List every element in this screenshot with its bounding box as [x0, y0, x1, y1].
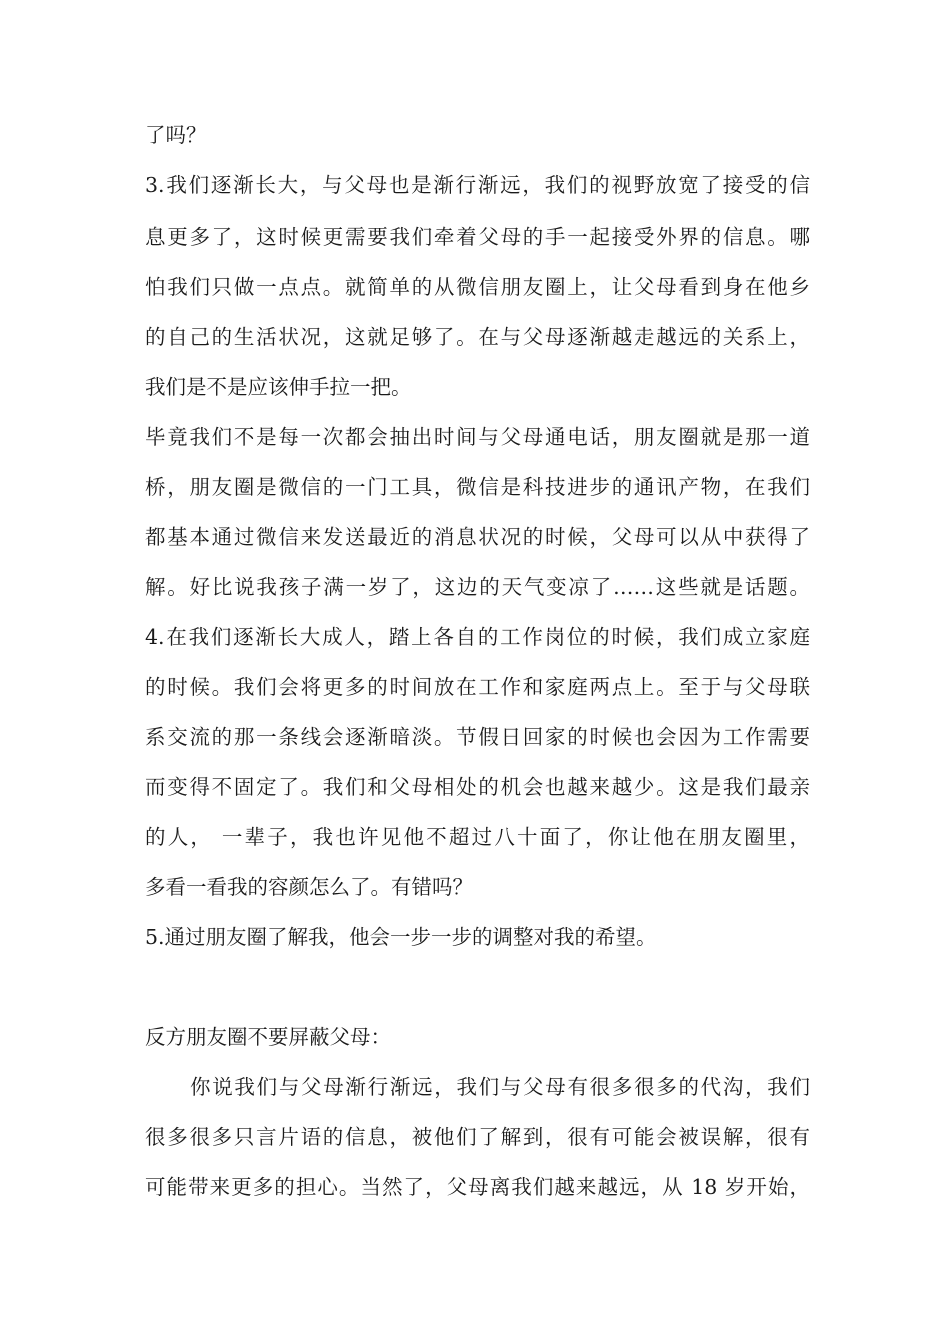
- text-line: 的自己的生活状况，这就足够了。在与父母逐渐越走越远的关系上，: [145, 325, 810, 349]
- text-line: 多看一看我的容颜怎么了。有错吗？: [145, 875, 473, 899]
- text-line: 系交流的那一条线会逐渐暗淡。节假日回家的时候也会因为工作需要: [145, 725, 810, 749]
- text-line: 的人， 一辈子，我也许见他不超过八十面了，你让他在朋友圈里，: [145, 825, 810, 849]
- text-line: 3.我们逐渐长大，与父母也是渐行渐远，我们的视野放宽了接受的信: [145, 173, 810, 197]
- text-line: 可能带来更多的担心。当然了，父母离我们越来越远，从 18 岁开始，: [145, 1175, 810, 1199]
- text-line: 息更多了，这时候更需要我们牵着父母的手一起接受外界的信息。哪: [145, 225, 810, 249]
- text-line: 怕我们只做一点点。就简单的从微信朋友圈上，让父母看到身在他乡: [145, 275, 810, 299]
- text-line: 4.在我们逐渐长大成人，踏上各自的工作岗位的时候，我们成立家庭: [145, 625, 810, 649]
- text-line: 而变得不固定了。我们和父母相处的机会也越来越少。这是我们最亲: [145, 775, 810, 799]
- text-line: 了吗？: [145, 123, 207, 147]
- text-line: 5.通过朋友圈了解我，他会一步一步的调整对我的希望。: [145, 925, 657, 949]
- text-line: 我们是不是应该伸手拉一把。: [145, 375, 412, 399]
- text-line: 的时候。我们会将更多的时间放在工作和家庭两点上。至于与父母联: [145, 675, 810, 699]
- text-line: 很多很多只言片语的信息，被他们了解到，很有可能会被误解，很有: [145, 1125, 810, 1149]
- text-line: 毕竟我们不是每一次都会抽出时间与父母通电话，朋友圈就是那一道: [145, 425, 810, 449]
- text-line: 解。好比说我孩子满一岁了，这边的天气变凉了……这些就是话题。: [145, 575, 810, 599]
- text-line: 桥，朋友圈是微信的一门工具，微信是科技进步的通讯产物，在我们: [145, 475, 810, 499]
- text-line: 你说我们与父母渐行渐远，我们与父母有很多很多的代沟，我们: [190, 1075, 810, 1099]
- section-heading: 反方朋友圈不要屏蔽父母：: [145, 1025, 391, 1049]
- text-line: 都基本通过微信来发送最近的消息状况的时候，父母可以从中获得了: [145, 525, 810, 549]
